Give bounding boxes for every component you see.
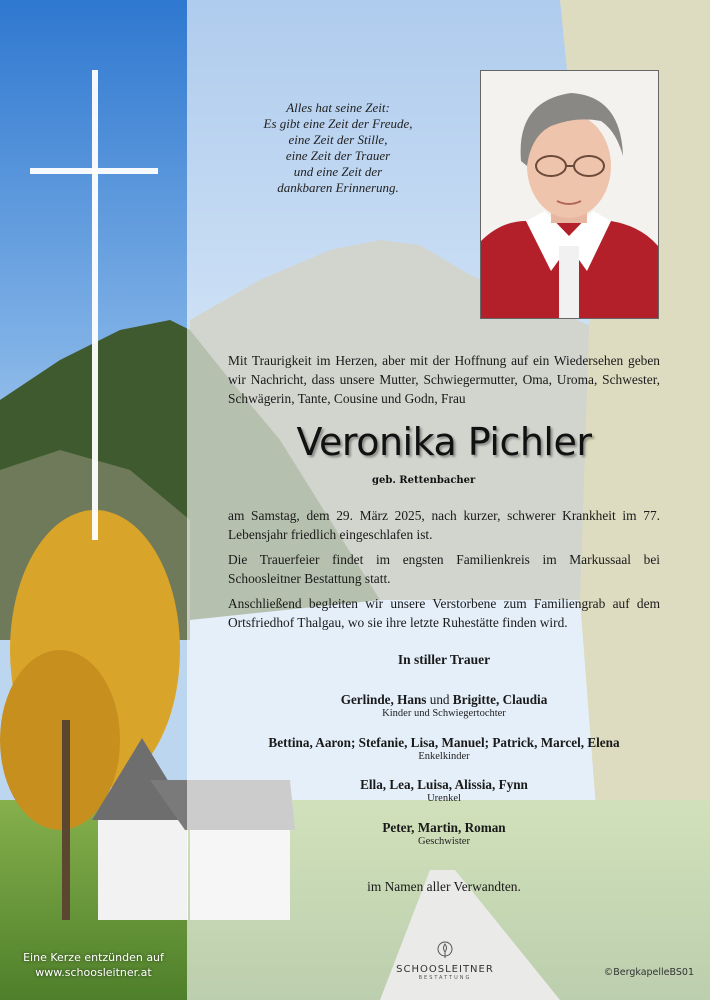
image-credit: ©BergkapelleBS01 — [603, 967, 694, 978]
quote-line: Es gibt eine Zeit der Freude, — [263, 116, 413, 131]
family-grandchildren — [228, 735, 660, 762]
great-grandchildren-role: Urenkel — [427, 793, 461, 804]
siblings-role: Geschwister — [418, 836, 470, 847]
quote-line: eine Zeit der Trauer — [285, 148, 391, 163]
family-children — [228, 692, 660, 719]
great-grandchildren-names: Ella, Lea, Luisa, Alissia, Fynn — [360, 777, 528, 792]
flower-icon — [435, 940, 455, 960]
funeral-home-logo — [395, 940, 495, 981]
family-siblings — [228, 820, 660, 847]
closing-text: im Namen aller Verwandten. — [367, 879, 521, 894]
portrait-photo — [480, 70, 659, 319]
quote-line: dankbaren Erinnerung. — [277, 180, 399, 195]
deceased-name: Veronika Pichler — [296, 420, 592, 464]
memorial-quote — [238, 100, 438, 196]
quote-line: Alles hat seine Zeit: — [286, 100, 390, 115]
children-names-part1: Gerlinde, Hans — [340, 692, 427, 707]
logo-subtitle: BESTATTUNG — [418, 975, 472, 981]
children-role: Kinder und Schwiegertochter — [382, 708, 506, 719]
family-great-grandchildren — [228, 777, 660, 804]
children-names-part2: Brigitte, Claudia — [452, 692, 548, 707]
quote-line: und eine Zeit der — [293, 164, 383, 179]
death-notice-text: am Samstag, dem 29. März 2025, nach kurzer, schwerer Krankheit im 77. Lebensjahr friedlich eingeschlafen ist. — [228, 508, 660, 542]
cross-icon — [0, 0, 187, 1000]
siblings-names: Peter, Martin, Roman — [382, 820, 506, 835]
left-photo-strip — [0, 0, 187, 1000]
intro-text: Mit Traurigkeit im Herzen, aber mit der Hoffnung auf ein Wiedersehen geben wir Nachricht, dass unsere Mutter, Schwiegermutter, Oma, Uroma, Schwester, Schwägerin, Tante, Cousine und Godn, Frau — [228, 353, 660, 406]
grandchildren-role: Enkelkinder — [418, 751, 470, 762]
mourning-heading: In stiller Trauer — [397, 652, 491, 667]
candle-text: Eine Kerze entzünden auf — [23, 951, 164, 964]
logo-name: SCHOOSLEITNER — [396, 964, 494, 975]
ceremony-text: Die Trauerfeier findet im engsten Familienkreis im Markussaal bei Schoosleitner Bestattung statt. — [228, 552, 660, 586]
quote-line: eine Zeit der Stille, — [288, 132, 388, 147]
children-and: und — [429, 692, 450, 707]
birth-name: geb. Rettenbacher — [372, 475, 476, 486]
grandchildren-names: Bettina, Aaron; Stefanie, Lisa, Manuel; Patrick, Marcel, Elena — [268, 735, 620, 750]
website-link[interactable]: www.schoosleitner.at — [35, 966, 152, 979]
burial-text: Anschließend begleiten wir unsere Verstorbene zum Familiengrab auf dem Ortsfriedhof Thalgau, wo sie ihre letzte Ruhestätte finden wird. — [228, 596, 660, 630]
candle-link-block[interactable] — [0, 950, 187, 980]
